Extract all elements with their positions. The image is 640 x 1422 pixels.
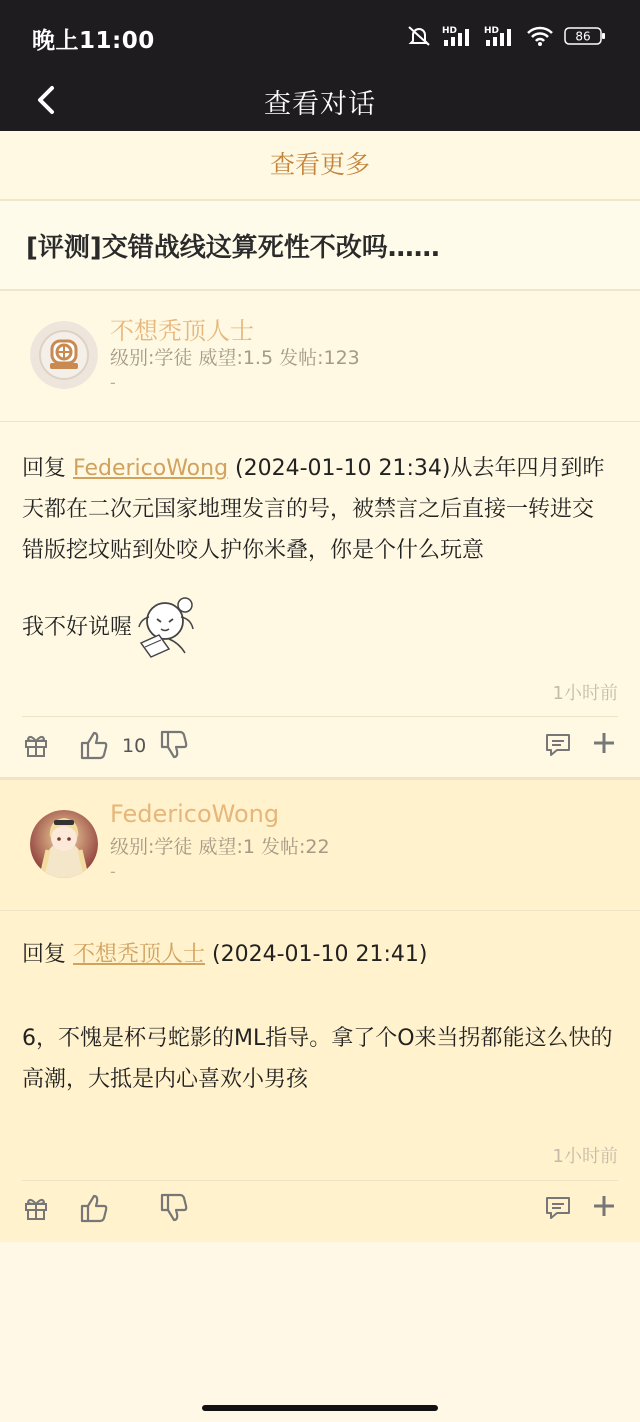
post: [0, 291, 640, 780]
post-header: [0, 291, 640, 422]
reply-to-link[interactable]: FedericoWong: [73, 456, 229, 481]
plus-icon: [592, 1194, 616, 1218]
signal-hd-icon-2: [484, 24, 516, 48]
avatar[interactable]: [30, 810, 98, 878]
post-content-line: [22, 595, 614, 661]
comment-button[interactable]: [544, 1194, 572, 1222]
comment-icon: [544, 731, 572, 759]
battery-icon: [564, 26, 606, 46]
reply-prefix: 回复: [22, 942, 67, 967]
post-header: [0, 780, 640, 911]
plus-icon: [592, 731, 616, 755]
like-count: 10: [122, 735, 147, 757]
reply-time: (2024-01-10 21:34): [235, 456, 451, 481]
reply-prefix: 回复: [22, 456, 67, 481]
status-time: 晚上11:00: [32, 28, 155, 54]
topic-title: [评测]交错战线这算死性不改吗……: [26, 233, 440, 263]
battery-level: 86: [575, 29, 591, 44]
post-body: 从去年四月到昨天都在二次元国家地理发言的号，被禁言之后直接一转进交错版挖坟贴到处咬人护你米叠，你是个什么玩意: [22, 456, 605, 563]
gift-button[interactable]: [22, 1194, 50, 1222]
username[interactable]: FedericoWong: [110, 800, 280, 828]
post-body-2: 我不好说喔: [22, 615, 133, 640]
topic-header[interactable]: [0, 201, 640, 291]
post-reply-line: [22, 934, 614, 975]
like-button[interactable]: [78, 729, 110, 761]
timestamp: 1小时前: [552, 683, 618, 704]
signal-hd-icon: [442, 24, 474, 48]
gift-icon: [22, 1194, 50, 1222]
post-actions: [0, 717, 640, 777]
home-indicator[interactable]: [202, 1405, 438, 1411]
thumbs-up-icon: [78, 729, 110, 761]
reply-to-link[interactable]: 不想秃顶人士: [73, 942, 206, 967]
mute-bell-icon: [406, 24, 432, 48]
more-button[interactable]: [592, 1194, 616, 1218]
sticker-emoji-icon: [135, 595, 209, 661]
gift-button[interactable]: [22, 731, 50, 759]
page-title: 查看对话: [264, 89, 376, 120]
user-stats: 级别:学徒 威望:1 发帖:22: [110, 836, 330, 858]
view-more-button[interactable]: 查看更多: [0, 131, 640, 201]
status-bar: [0, 0, 640, 70]
comment-button[interactable]: [544, 731, 572, 759]
thumbs-up-icon: [78, 1192, 110, 1224]
status-icons: [406, 22, 606, 50]
avatar[interactable]: [30, 321, 98, 389]
avatar-image: [30, 321, 98, 389]
timestamp: 1小时前: [552, 1146, 618, 1167]
reply-time: (2024-01-10 21:41): [212, 942, 428, 967]
user-signature: -: [110, 373, 116, 392]
avatar-image: [30, 810, 98, 878]
thumbs-down-icon: [158, 729, 190, 761]
post: [0, 780, 640, 1242]
post-content: [22, 448, 614, 571]
post-actions: [0, 1180, 640, 1240]
svg-text:HD: HD: [442, 26, 458, 36]
post-body: 6，不愧是杯弓蛇影的ML指导。拿了个O来当拐都能这么快的高潮，大抵是内心喜欢小男孩: [22, 1026, 613, 1092]
username[interactable]: 不想秃顶人士: [110, 317, 254, 345]
comment-icon: [544, 1194, 572, 1222]
thumbs-down-icon: [158, 1192, 190, 1224]
user-signature: -: [110, 862, 116, 881]
title-bar: [0, 70, 640, 131]
dislike-button[interactable]: [158, 1192, 190, 1224]
user-stats: 级别:学徒 威望:1.5 发帖:123: [110, 347, 360, 369]
more-button[interactable]: [592, 731, 616, 755]
svg-text:HD: HD: [484, 26, 500, 36]
dislike-button[interactable]: [158, 729, 190, 761]
gift-icon: [22, 731, 50, 759]
like-button[interactable]: [78, 1192, 110, 1224]
wifi-icon: [526, 25, 554, 47]
